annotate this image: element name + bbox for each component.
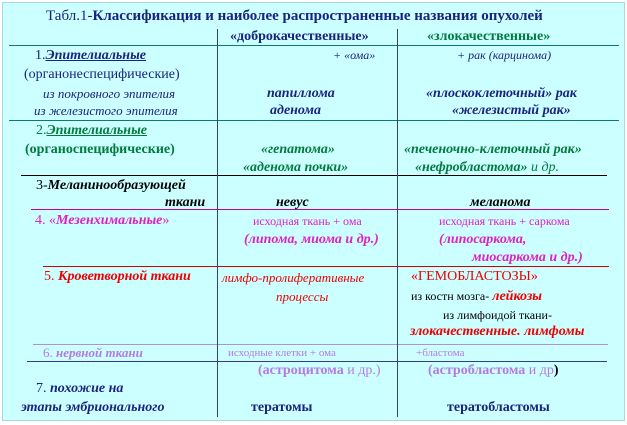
row4-name: 4. «Мезенхимальные» bbox=[35, 213, 170, 228]
row6-name: 6. нервной ткани bbox=[43, 345, 143, 360]
row1-name-sub: (органонеспецифические) bbox=[24, 67, 180, 82]
table-title bbox=[46, 9, 543, 24]
column-divider-1 bbox=[217, 29, 218, 417]
row4-malignant-3: миосаркома и др.) bbox=[472, 250, 583, 265]
row1-benign-2: аденома bbox=[270, 103, 321, 118]
row5-malignant-3: из лимфоидой ткани- bbox=[443, 308, 552, 322]
row-divider-4 bbox=[43, 266, 609, 267]
row3-name: 3-Меланинообразующей bbox=[36, 178, 186, 193]
row1-malignant-2: «железистый рак» bbox=[452, 103, 571, 118]
row2-malignant-2: «нефробластома» и др. bbox=[415, 160, 560, 175]
row1-benign-1: папиллома bbox=[267, 86, 335, 101]
title-text: Классификация и наиболее распространенные названия опухолей bbox=[92, 8, 543, 24]
row4-benign-1: исходная ткань + ома bbox=[253, 214, 362, 228]
row5-malignant-4: злокачественные. лимфомы bbox=[410, 324, 585, 339]
row2-benign-1: «гепатома» bbox=[261, 142, 335, 157]
col-header-benign: «доброкачественные» bbox=[230, 29, 369, 44]
row5-benign-1: лимфо-пролиферативные bbox=[222, 270, 365, 285]
row7-name-1: 7. похожие на bbox=[36, 381, 124, 396]
row1-source-2: из железистого эпителия bbox=[34, 103, 178, 118]
row3-malignant: меланома bbox=[470, 195, 531, 210]
row-divider-2 bbox=[21, 175, 607, 176]
row2-name: 2.Эпителиальные bbox=[36, 123, 148, 138]
row6-benign-2: (астроцитома и др.) bbox=[258, 363, 381, 378]
row4-malignant-1: исходная ткань + саркома bbox=[439, 214, 570, 228]
column-divider-2 bbox=[397, 29, 398, 417]
row6-malignant-2: (астробластома и др) bbox=[428, 363, 559, 378]
row2-malignant-1: «печеночно-клеточный рак» bbox=[404, 142, 582, 157]
row5-name: 5. Кроветворной ткани bbox=[44, 269, 191, 284]
row1-benign-suffix: + «ома» bbox=[333, 48, 376, 62]
row1-name: 1.Эпителиальные bbox=[35, 48, 147, 63]
row4-benign-2: (липома, миома и др.) bbox=[244, 232, 379, 247]
row6-benign-1: исходные клетки + ома bbox=[228, 347, 336, 359]
row6-malignant-1: +бластома bbox=[416, 347, 465, 359]
row2-benign-2: «аденома почки» bbox=[243, 160, 349, 175]
row5-benign-2: процессы bbox=[276, 289, 329, 304]
col-header-malignant: «злокачественные» bbox=[427, 29, 551, 44]
row-divider-6 bbox=[27, 361, 607, 362]
slide bbox=[2, 2, 625, 421]
title-prefix: Табл.1- bbox=[46, 8, 93, 24]
row1-source-1: из покровного эпителия bbox=[43, 86, 176, 101]
row4-malignant-2: (липосаркома, bbox=[439, 232, 527, 247]
row7-benign: тератомы bbox=[251, 400, 313, 415]
row1-malignant-suffix: + рак (карцинома) bbox=[457, 48, 552, 62]
row7-name-2: этапы эмбрионального bbox=[21, 400, 165, 415]
row5-malignant-1: «ГЕМОБЛАСТОЗЫ» bbox=[411, 269, 538, 284]
row2-name-sub: (органоспецифические) bbox=[25, 142, 175, 157]
row7-malignant: тератобластомы bbox=[447, 400, 550, 415]
row1-malignant-1: «плоскоклеточный» рак bbox=[426, 86, 577, 101]
row5-malignant-2: из костн мозга- лейкозы bbox=[411, 289, 543, 304]
header-divider bbox=[9, 45, 619, 46]
row-divider-1 bbox=[9, 120, 619, 121]
row3-name-2: ткани bbox=[165, 195, 206, 210]
row3-benign: невус bbox=[276, 195, 309, 210]
